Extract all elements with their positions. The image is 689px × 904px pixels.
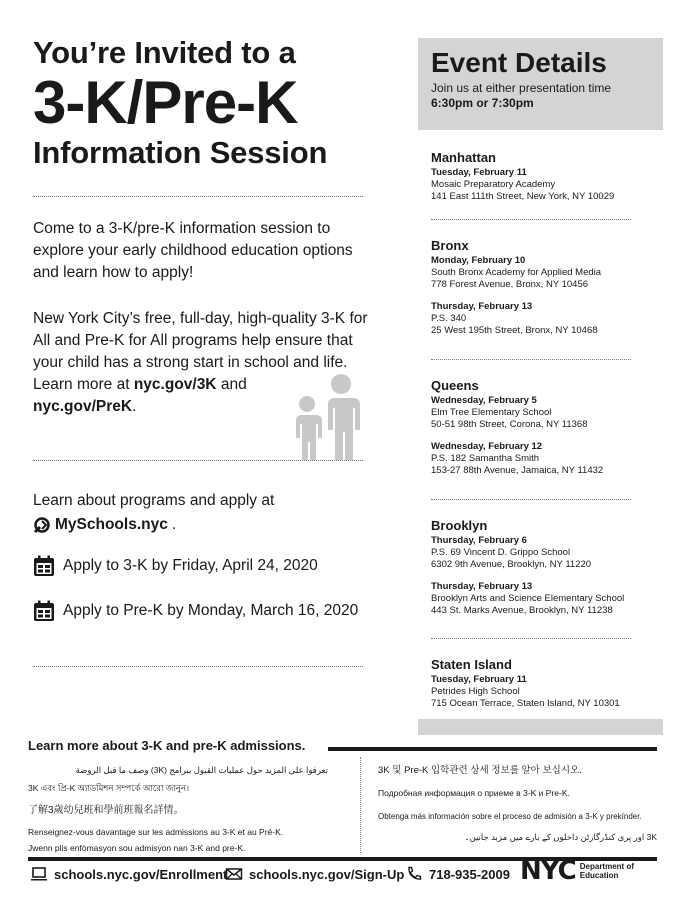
divider xyxy=(33,460,363,461)
borough-brooklyn xyxy=(431,518,661,617)
borough-name: Queens xyxy=(431,378,479,393)
phone-icon xyxy=(405,866,423,882)
divider xyxy=(431,638,631,639)
signup-url: schools.nyc.gov/Sign-Up xyxy=(249,866,405,882)
title-line-1: You’re Invited to a xyxy=(33,35,296,70)
lang-spanish: Obtenga más información sobre el proceso de admisión a 3-K y prekínder. xyxy=(378,812,642,821)
title-line-2: 3-K/Pre-K xyxy=(33,69,298,136)
admissions-title: Learn more about 3-K and pre-K admissions. xyxy=(28,738,306,753)
event-subtitle: Join us at either presentation time xyxy=(431,81,612,95)
event-item xyxy=(431,255,661,291)
borough-manhattan xyxy=(431,150,661,203)
laptop-icon xyxy=(30,866,48,882)
lang-urdu: 3K اور پری کنڈرگارٹن داخلوں کے بارے میں مزید جانیں۔ xyxy=(464,832,657,842)
event-date: Thursday, February 6 xyxy=(431,535,527,546)
lang-arabic: تعرفوا على المزيد حول عمليات القبول ببرامج (3K) وصف ما قبل الروضة xyxy=(75,765,328,775)
title-block xyxy=(33,36,378,170)
event-times: 6:30pm or 7:30pm xyxy=(431,96,534,110)
borough-name: Brooklyn xyxy=(431,518,488,533)
family-icon xyxy=(288,372,364,462)
title-line-3: Information Session xyxy=(33,135,328,170)
borough-name: Manhattan xyxy=(431,150,496,165)
apply-prek-row xyxy=(33,600,358,622)
event-date: Tuesday, February 11 xyxy=(431,674,527,685)
event-details-header xyxy=(418,38,663,130)
event-place: Petrides High School xyxy=(431,686,520,697)
admissions-rule xyxy=(328,747,657,751)
envelope-icon xyxy=(225,866,243,882)
and-text: and xyxy=(216,376,247,393)
event-item xyxy=(431,301,661,337)
event-place: South Bronx Academy for Applied Media xyxy=(431,267,602,278)
divider xyxy=(33,196,363,197)
period: . xyxy=(132,398,137,415)
event-date: Monday, February 10 xyxy=(431,255,526,266)
calendar-icon xyxy=(33,600,55,622)
link-prek[interactable]: nyc.gov/PreK xyxy=(33,398,133,415)
event-title: Event Details xyxy=(431,47,607,78)
event-address: 6302 9th Avenue, Brooklyn, NY 11220 xyxy=(431,559,592,570)
apply-prek-text: Apply to Pre-K by Monday, March 16, 2020 xyxy=(63,602,359,619)
borough-bronx xyxy=(431,238,661,337)
language-divider xyxy=(360,757,361,853)
borough-queens xyxy=(431,378,661,477)
divider xyxy=(431,499,631,500)
enrollment-url: schools.nyc.gov/Enrollment xyxy=(54,866,228,882)
event-item xyxy=(431,167,661,203)
event-address: 443 St. Marks Avenue, Brooklyn, NY 11238 xyxy=(431,605,613,616)
learn-block xyxy=(33,489,373,537)
event-date: Thursday, February 13 xyxy=(431,301,533,312)
event-address: 50-51 98th Street, Corona, NY 11368 xyxy=(431,419,588,430)
event-place: P.S. 182 Samantha Smith xyxy=(431,453,540,464)
event-address: 25 West 195th Street, Bronx, NY 10468 xyxy=(431,325,598,336)
contact-enrollment[interactable] xyxy=(30,866,227,882)
event-item xyxy=(431,581,661,617)
programs-text: New York City’s free, full-day, high-quality 3-K for All and Pre-K for All programs help ensure that your child has a strong start in school and life. Learn more at xyxy=(33,310,368,393)
calendar-icon xyxy=(33,555,55,577)
event-item xyxy=(431,674,661,710)
myschools-text: MySchools.nyc xyxy=(55,516,168,533)
borough-name: Staten Island xyxy=(431,657,512,672)
learn-text: Learn about programs and apply at xyxy=(33,492,275,509)
event-item xyxy=(431,441,661,477)
doe-line-1: Department of xyxy=(579,862,634,871)
borough-staten-island xyxy=(431,657,661,710)
event-date: Wednesday, February 12 xyxy=(431,441,543,452)
intro-paragraph: Come to a 3-K/pre-K information session to explore your early childhood education options and learn how to apply! xyxy=(33,220,353,281)
event-place: P.S. 340 xyxy=(431,313,467,324)
lang-french: Renseignez-vous davantage sur les admissions au 3-K et au Pré-K. xyxy=(28,827,284,837)
doe-text xyxy=(580,862,634,880)
myschools-icon xyxy=(33,516,51,534)
divider xyxy=(431,359,631,360)
event-address: 141 East 111th Street, New York, NY 10029 xyxy=(431,191,615,202)
nyc-logo-text: NYC xyxy=(520,856,576,886)
event-place: Mosaic Preparatory Academy xyxy=(431,179,556,190)
event-details-footer-bar xyxy=(418,719,663,735)
event-item xyxy=(431,395,661,431)
lang-chinese: 了解3歲幼兒班和學前班報名詳情。 xyxy=(28,805,184,816)
myschools-link[interactable] xyxy=(33,513,373,537)
event-item xyxy=(431,535,661,571)
apply-3k-row xyxy=(33,555,318,577)
divider xyxy=(33,666,363,667)
contact-phone[interactable] xyxy=(405,866,510,882)
lang-korean: 3K 및 Pre-K 입학관련 상세 정보를 알아 보십시오. xyxy=(378,765,582,776)
event-place: Elm Tree Elementary School xyxy=(431,407,552,418)
apply-3k-text: Apply to 3-K by Friday, April 24, 2020 xyxy=(63,557,318,574)
event-date: Tuesday, February 11 xyxy=(431,167,527,178)
event-address: 153-27 88th Avenue, Jamaica, NY 11432 xyxy=(431,465,604,476)
link-3k[interactable]: nyc.gov/3K xyxy=(133,376,217,393)
event-place: P.S. 69 Vincent D. Grippo School xyxy=(431,547,571,558)
event-date: Wednesday, February 5 xyxy=(431,395,537,406)
event-address: 715 Ocean Terrace, Staten Island, NY 10301 xyxy=(431,698,620,709)
phone-number: 718-935-2009 xyxy=(429,866,510,882)
doe-line-2: Education xyxy=(579,871,619,880)
borough-name: Bronx xyxy=(431,238,469,253)
lang-bengali: 3K এবং প্রি-K অ্যাডমিশন সম্পর্কে আরো জানুন। xyxy=(28,783,190,793)
divider xyxy=(431,219,631,220)
contact-signup[interactable] xyxy=(225,866,404,882)
period: . xyxy=(171,516,177,533)
event-address: 778 Forest Avenue, Bronx, NY 10456 xyxy=(431,279,589,290)
nyc-doe-logo xyxy=(520,858,634,884)
lang-russian: Подробная информация о приеме в 3-K и Pre-K. xyxy=(378,788,570,798)
event-date: Thursday, February 13 xyxy=(431,581,533,592)
lang-haitian: Jwenn plis enfòmasyon sou admisyon nan 3-K and pre-K. xyxy=(28,843,246,853)
event-place: Brooklyn Arts and Science Elementary School xyxy=(431,593,625,604)
